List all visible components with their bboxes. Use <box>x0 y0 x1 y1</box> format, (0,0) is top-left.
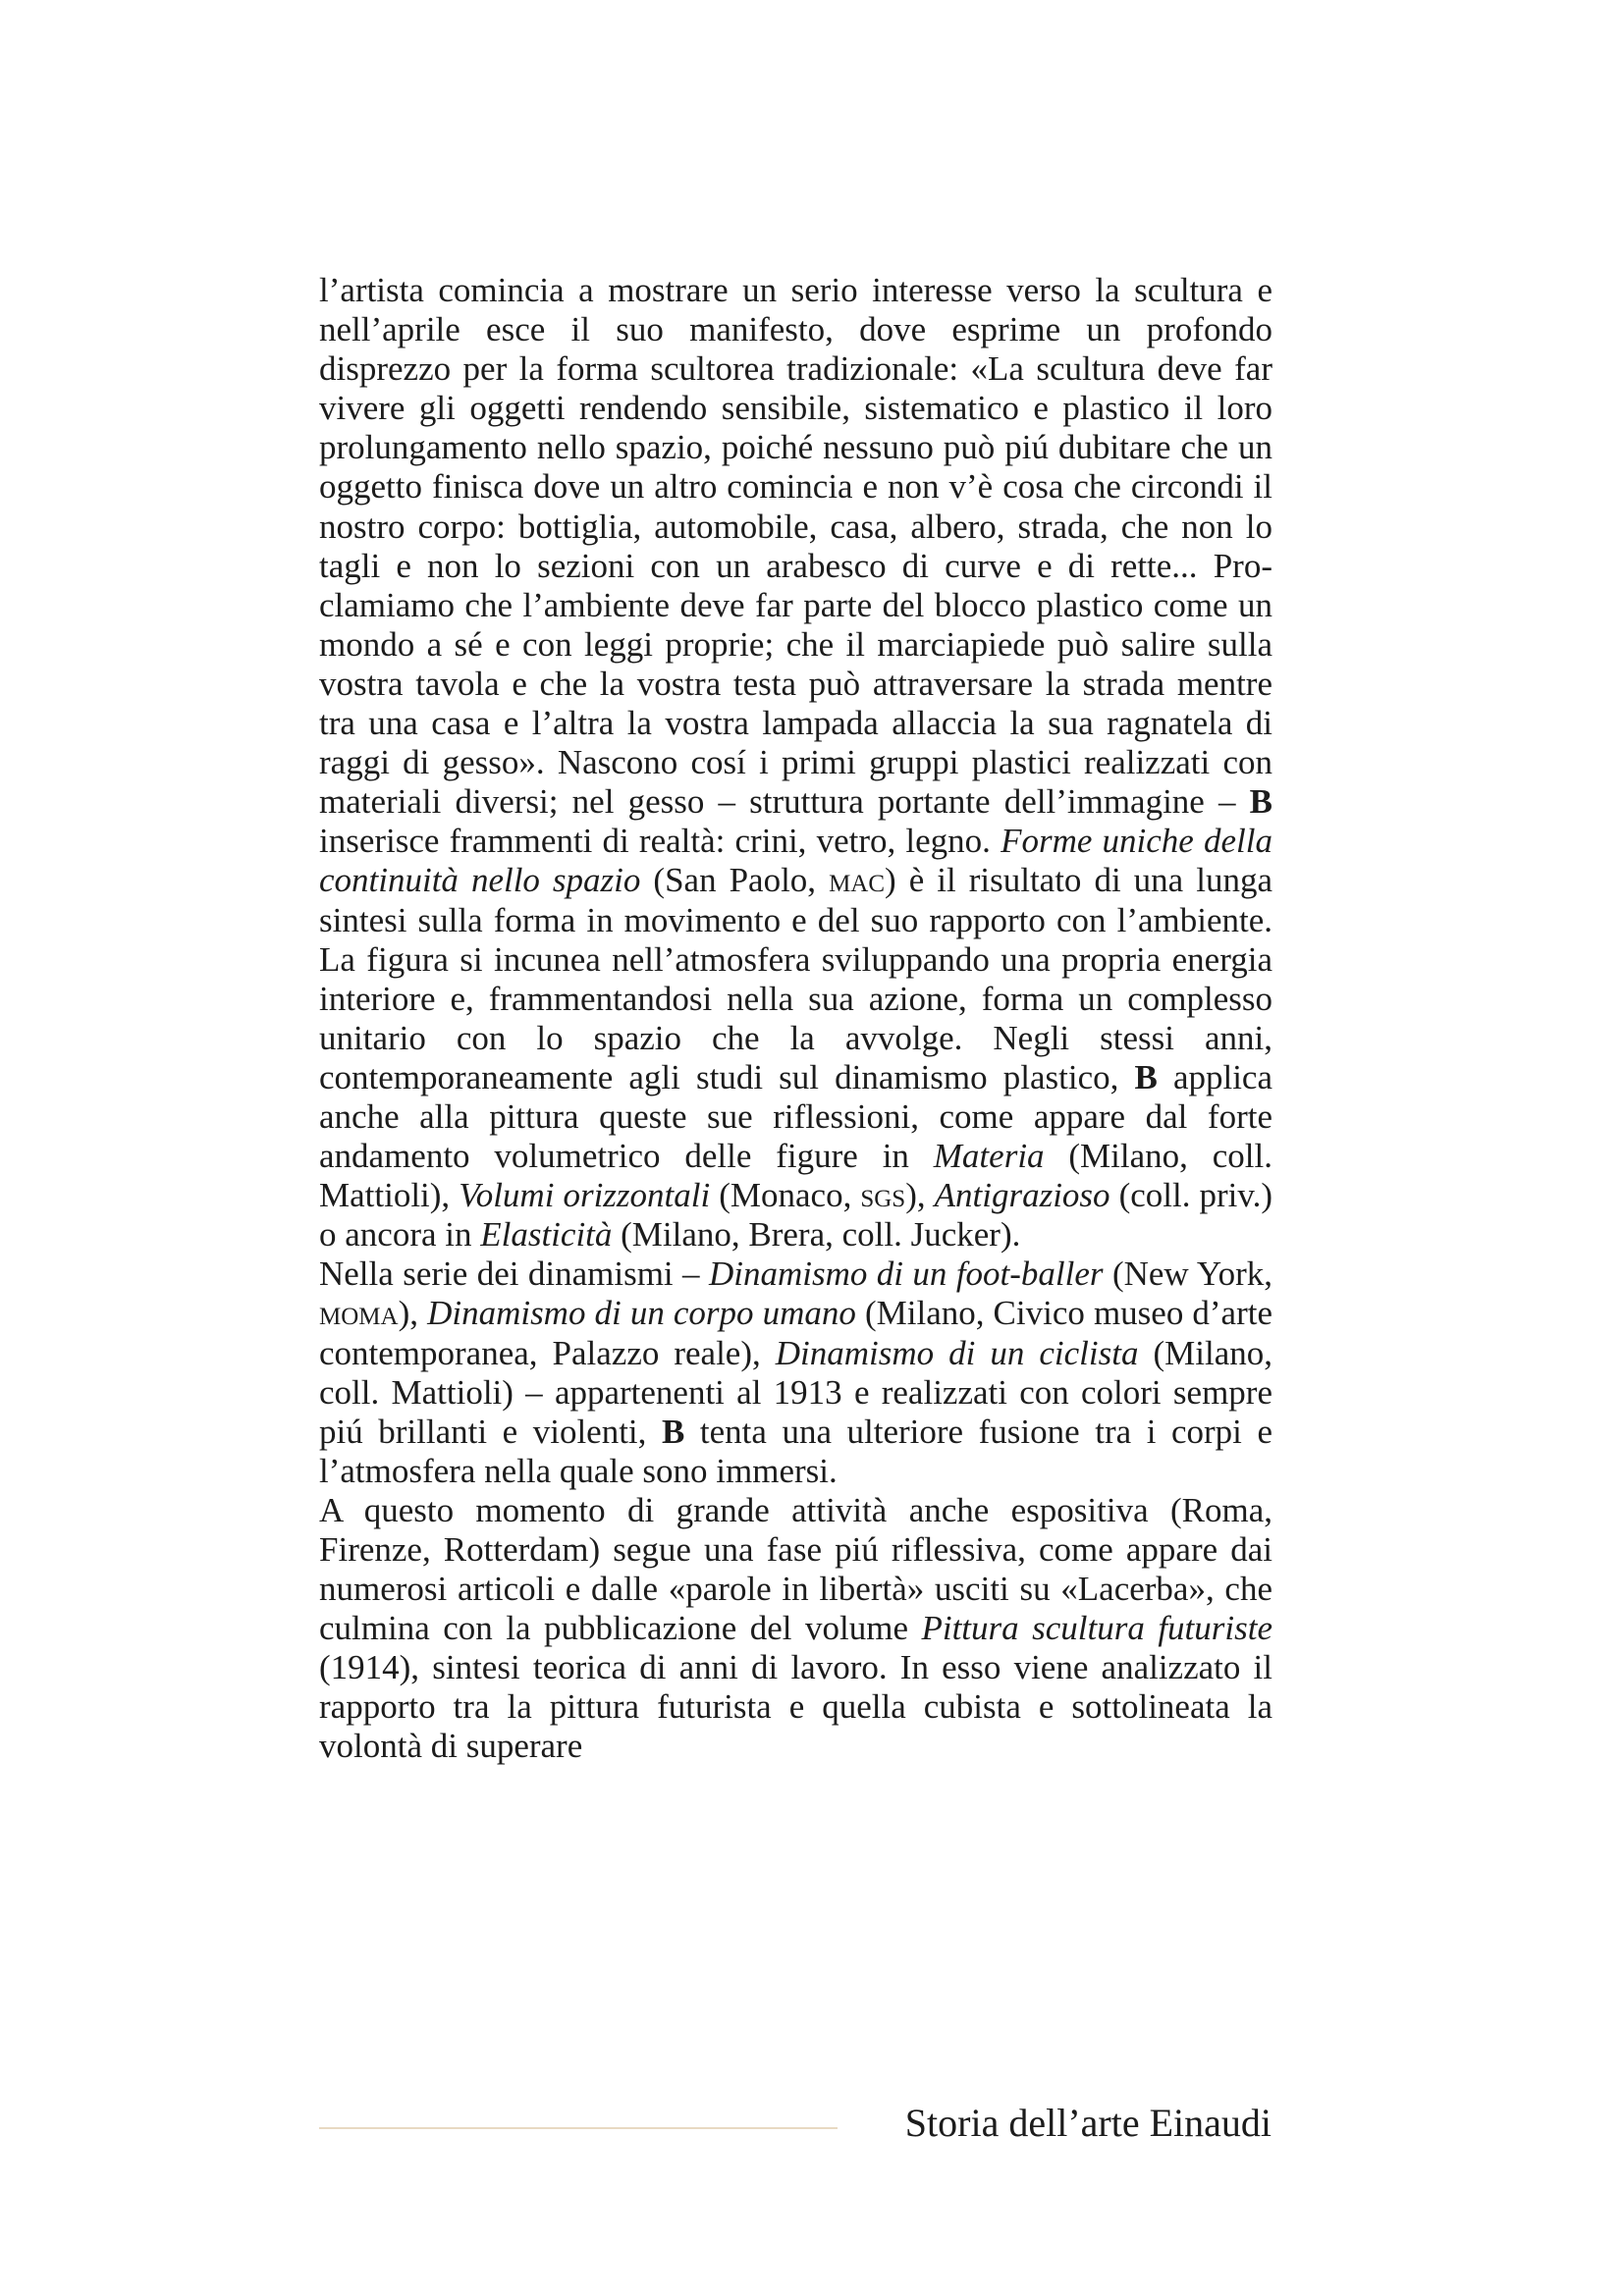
text-run: (Milano, Brera, coll. Jucker). <box>612 1215 1021 1255</box>
italic-title: Pittura scultura futuriste <box>921 1609 1272 1648</box>
text-run: ) è il risultato di una lunga sintesi sulla forma in movimento e del suo rapporto con l’ambiente. La figura si incunea nell’atmosfera sviluppando una propria energia interiore e, frammentandosi nella sua azione, forma un complesso unitario con lo spazio che la avvolge. Negli stessi anni, contemporaneamente agli studi sul dinamismo plastico, <box>319 861 1272 1096</box>
text-run: l’artista comincia a mostrare un serio interesse verso la scultura e nell’aprile esce il suo manifesto, dove esprime un profondo disprezzo per la forma scultorea tradizionale: «La scultura deve far vivere gli oggetti rendendo sensibile, sistematico e plastico il loro prolungamento nello spazio, poiché nessuno può piú dubitare che un oggetto finisca dove un altro comincia e non v’è cosa che circondi il nostro corpo: bottiglia, automobile, casa, albero, strada, che non lo tagli e non lo sezioni con un arabesco di curve e di rette... Proclamiamo che l’ambiente deve far parte del blocco plastico come un mondo a sé e con leggi proprie; che il marciapiede può salire sulla vostra tavola e che la vostra testa può attraversare la strada mentre tra una casa e l’altra la vostra lampada allaccia la sua ragnatela di raggi di gesso». Nascono cosí i primi gruppi plastici realizzati con materiali diversi; nel gesso – struttura portante dell’immagine – <box>319 271 1272 822</box>
italic-title: Dinamismo di un foot-baller <box>708 1255 1104 1294</box>
text-run: A questo momento di grande attività anche espositiva (Roma, Firenze, Rotterdam) segue una fase piú riflessiva, come appare dai numerosi articoli e dalle «parole in libertà» usciti su «Lacerba», che culmina con la pubblicazione del volume <box>319 1490 1272 1648</box>
text-run: tenta una ulteriore fusione tra i corpi e l’atmosfera nella quale sono immersi. <box>319 1412 1272 1490</box>
text-run: (coll. priv.) o ancora in <box>319 1176 1272 1255</box>
italic-title: Dinamismo di un corpo umano <box>427 1294 856 1333</box>
italic-title: Dinamismo di un ciclista <box>775 1333 1139 1372</box>
italic-title: Materia <box>933 1137 1045 1176</box>
text-run: (Milano, Civico museo d’arte contemporanea, Palazzo reale), <box>319 1294 1273 1372</box>
paragraph <box>319 271 1272 1255</box>
body-text <box>319 271 1272 1767</box>
italic-title: Antigrazioso <box>934 1176 1110 1215</box>
text-run: (San Paolo, <box>640 861 830 900</box>
text-run: (Milano, coll. Mattioli), <box>319 1137 1273 1215</box>
italic-title: Forme uniche della continuità nello spazio <box>319 822 1272 900</box>
paragraph <box>319 1491 1272 1767</box>
italic-title: Volumi orizzontali <box>459 1176 711 1215</box>
small-caps-acronym: mac <box>829 861 886 900</box>
footer-rule <box>319 2127 838 2129</box>
small-caps-acronym: moma <box>319 1294 399 1333</box>
text-run: ), <box>398 1294 428 1333</box>
italic-title: Elasticità <box>480 1215 613 1255</box>
text-run: (1914), sintesi teorica di anni di lavoro. In esso viene analizzato il rapporto tra la pittura futurista e quella cubista e sottolineata la volontà di superare <box>319 1648 1272 1766</box>
paragraph <box>319 1255 1272 1491</box>
bold-run: B <box>661 1412 685 1451</box>
footer-title: Storia dell’arte Einaudi <box>904 2101 1271 2145</box>
text-run: ), <box>905 1176 935 1215</box>
small-caps-acronym: sgs <box>860 1176 906 1215</box>
text-run: (Milano, coll. Mattioli) – appartenenti al 1913 e realizzati con colori sempre piú brillanti e violenti, <box>319 1333 1272 1451</box>
text-run: applica anche alla pittura queste sue riflessioni, come appare dal forte andamento volumetrico delle figure in <box>319 1057 1272 1176</box>
bold-run: B <box>1134 1057 1158 1096</box>
text-run: (Monaco, <box>710 1176 861 1215</box>
text-run: inserisce frammenti di realtà: crini, vetro, legno. <box>319 822 1001 861</box>
text-run: Nella serie dei dinamismi – <box>319 1255 709 1294</box>
bold-run: B <box>1249 782 1272 822</box>
text-run: (New York, <box>1103 1255 1272 1294</box>
